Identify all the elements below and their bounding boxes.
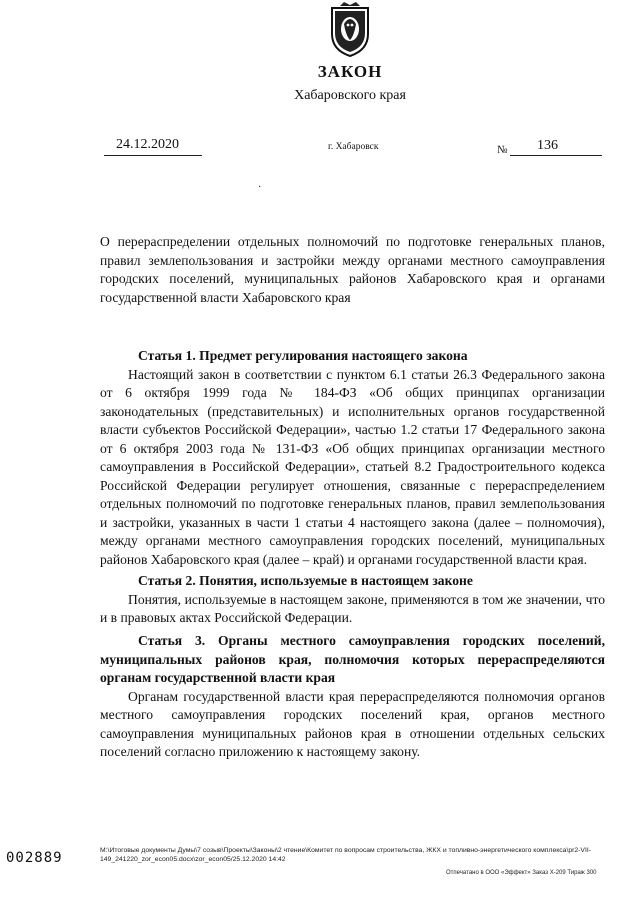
- file-path: M:\Итоговые документы Думы\7 созыв\Проекты\Законы\2 чтение\Комитет по вопросам строительства, ЖКХ и топливно-энергетического комплекса\pr2-VII-149_241220_zor_econ05.docx\zor_econ05/25.12.2020 14:42: [100, 847, 592, 863]
- number-sign: №: [497, 144, 508, 156]
- date-underline: [104, 155, 202, 156]
- document-number: 136: [537, 138, 558, 153]
- article-2: [100, 572, 605, 628]
- article-1-heading: Статья 1. Предмет регулирования настоящего закона: [138, 348, 468, 363]
- scan-speck: ·: [258, 182, 262, 193]
- coat-of-arms-emblem: [328, 2, 372, 58]
- document-subtitle: Хабаровского края: [294, 88, 406, 103]
- document-city: г. Хабаровск: [328, 142, 379, 152]
- article-3-text: Органам государственной власти края перераспределяются полномочия органов местного самоуправления городских поселений края, органов местного самоуправления муниципальных районов края в отношении отдельных сельских поселений согласно приложению к настоящему закону.: [100, 688, 605, 759]
- article-1: [100, 347, 605, 569]
- article-2-text: Понятия, используемые в настоящем законе, применяются в том же значении, что и в правовых актах Российской Федерации.: [100, 591, 605, 625]
- document-date: 24.12.2020: [116, 137, 179, 152]
- article-1-text: Настоящий закон в соответствии с пунктом 6.1 статьи 26.3 Федерального закона от 6 октября 1999 года № 184-ФЗ «Об общих принципах организации законодательных (представительных) и исполнительных органов государственной власти субъектов Российской Федерации», частью 1.2 статьи 17 Федерального закона от 6 октября 2003 года № 131-ФЗ «Об общих принципах организации местного самоуправления в Российской Федерации», статьей 8.2 Градостроительного кодекса Российской Федерации регулирует отношения, связанные с перераспределением отдельных полномочий по подготовке генеральных планов, правил землепользования и застройки, указанных в части 1 статьи 4 настоящего закона (далее – полномочия), между органами местного самоуправления городских поселений, муниципальных районов Хабаровского края (далее – край) и органами государственной власти края.: [100, 366, 605, 567]
- document-title: ЗАКОН: [317, 62, 383, 81]
- registration-stamp: 002889: [6, 850, 63, 866]
- number-underline: [510, 155, 602, 156]
- article-3-heading: Статья 3. Органы местного самоуправления городских поселений, муниципальных районов края, полномочия которых перераспределяются органам государственной власти края: [100, 633, 605, 685]
- law-subject-title: О перераспределении отдельных полномочий по подготовке генеральных планов, правил землепользования и застройки между органами местного самоуправления городских поселений, муниципальных районов Хабаровского края и органами государственной власти Хабаровского края: [100, 234, 605, 305]
- article-2-heading: Статья 2. Понятия, используемые в настоящем законе: [138, 573, 473, 588]
- printer-note: Отпечатано в ООО «Эффект» Заказ Х-209 Тираж 300: [446, 870, 597, 876]
- article-3: [100, 632, 605, 762]
